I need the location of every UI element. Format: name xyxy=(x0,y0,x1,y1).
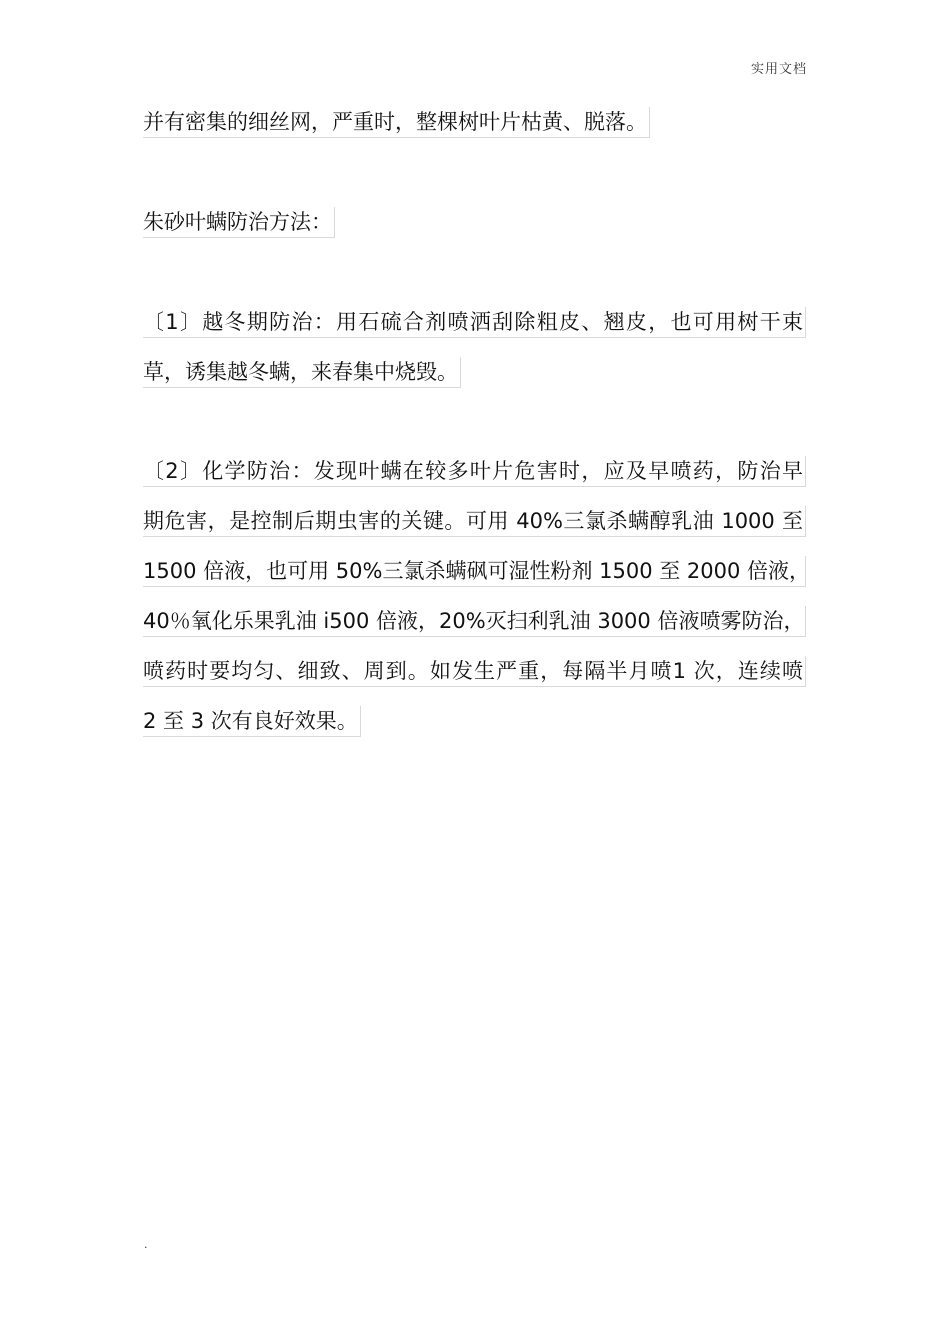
text-line: 喷药时要均匀、细致、周到。如发生严重，每隔半月喷1 次，连续喷 xyxy=(143,656,806,687)
text-line: 2 至 3 次有良好效果。 xyxy=(143,706,361,737)
footer-mark: . xyxy=(144,1238,148,1251)
text-line: 1500 倍液，也可用 50%三氯杀螨砜可湿性粉剂 1500 至 2000 倍液， xyxy=(143,556,806,587)
text-line: 〔1〕越冬期防治：用石硫合剂喷洒刮除粗皮、翘皮，也可用树干束 xyxy=(143,307,806,338)
text-line: 40％氧化乐果乳油 i500 倍液，20%灭扫利乳油 3000 倍液喷雾防治， xyxy=(143,606,806,637)
text-line: 草，诱集越冬螨，来春集中烧毁。 xyxy=(143,357,461,388)
text-line: 期危害，是控制后期虫害的关键。可用 40%三氯杀螨醇乳油 1000 至 xyxy=(143,506,806,537)
text-line: 〔2〕化学防治：发现叶螨在较多叶片危害时，应及早喷药，防治早 xyxy=(143,456,806,487)
page-header-label: 实用文档 xyxy=(750,62,807,77)
text-line: 并有密集的细丝网，严重时，整棵树叶片枯黄、脱落。 xyxy=(143,107,650,138)
section-heading: 朱砂叶螨防治方法： xyxy=(143,207,335,238)
